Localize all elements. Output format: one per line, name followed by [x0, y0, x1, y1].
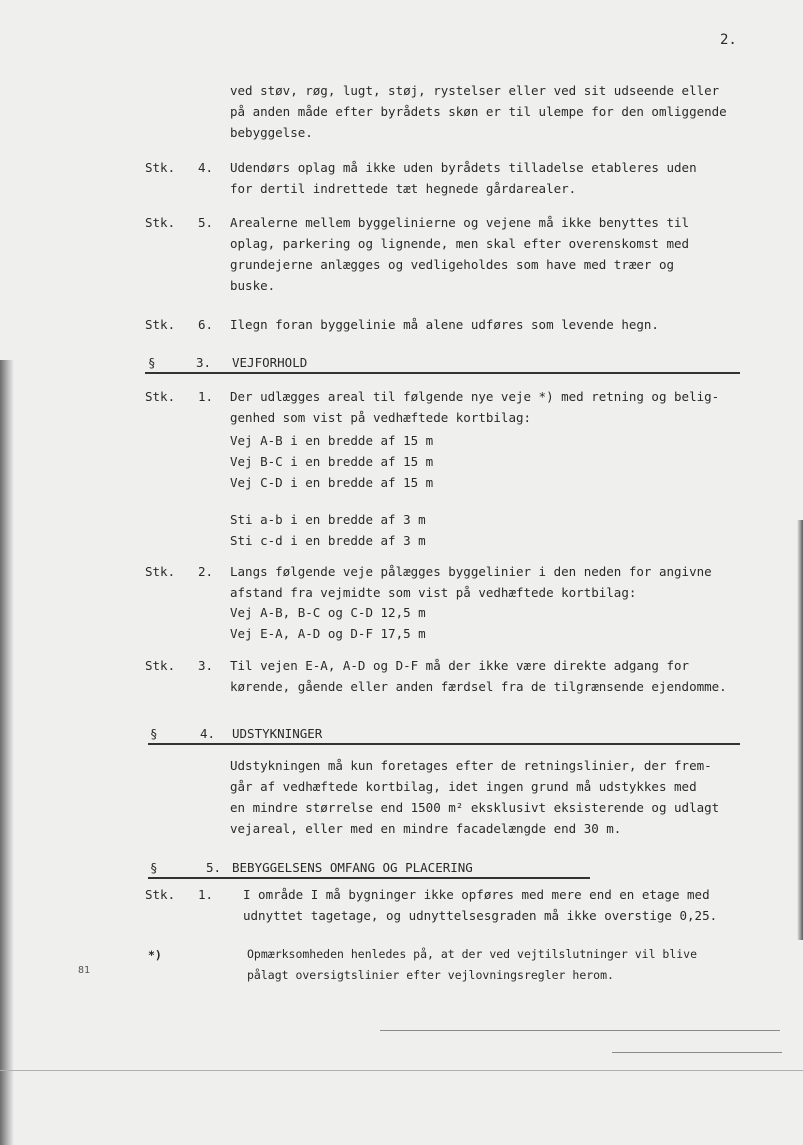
s3-stk2-paragraph [230, 561, 712, 603]
stk6-paragraph [230, 314, 659, 335]
stk-number: 1. [198, 389, 214, 404]
para-line: Udstykningen må kun foretages efter de retningslinier, der frem- [230, 758, 712, 773]
section-rule [145, 372, 740, 374]
stk-number: 2. [198, 564, 214, 579]
s4-paragraph [230, 755, 719, 839]
intro-line: på anden måde efter byrådets skøn er til ulempe for den omliggende [230, 104, 727, 119]
section-title: UDSTYKNINGER [232, 726, 323, 741]
section-number: 3. [196, 355, 212, 370]
para-line: oplag, parkering og lignende, men skal efter overenskomst med [230, 236, 690, 251]
stk-label: Stk. [145, 658, 176, 673]
para-line: genhed som vist på vedhæftede kortbilag: [230, 410, 532, 425]
s5-stk1-paragraph [243, 884, 717, 926]
stk-number: 6. [198, 317, 214, 332]
section-rule [148, 877, 590, 879]
bottom-rule [612, 1052, 782, 1053]
para-line: for dertil indrettede tæt hegnede gårdarealer. [230, 181, 577, 196]
scan-shadow-right [797, 520, 803, 940]
road-item: Vej C-D i en bredde af 15 m [230, 475, 434, 490]
intro-line: bebyggelse. [230, 125, 313, 140]
section-title: BEBYGGELSENS OMFANG OG PLACERING [232, 860, 473, 875]
bottom-rule [0, 1070, 803, 1071]
footnote-text [247, 944, 697, 986]
para-line: Ilegn foran byggelinie må alene udføres som levende hegn. [230, 317, 659, 332]
stk-number: 5. [198, 215, 214, 230]
para-line: Arealerne mellem byggelinierne og vejene må ikke benyttes til [230, 215, 690, 230]
section-number: 5. [206, 860, 222, 875]
para-line: grundejerne anlægges og vedligeholdes som have med træer og [230, 257, 675, 272]
section-symbol: § [150, 860, 158, 875]
para-line: I område I må bygninger ikke opføres med mere end en etage med [243, 887, 710, 902]
section-number: 4. [200, 726, 216, 741]
section-symbol: § [150, 726, 158, 741]
path-list [230, 509, 426, 551]
road-list [230, 430, 433, 493]
buildline-item: Vej E-A, A-D og D-F 17,5 m [230, 626, 426, 641]
buildline-list [230, 602, 426, 644]
s3-stk1-paragraph [230, 386, 719, 428]
footnote-line: Opmærksomheden henledes på, at der ved vejtilslutninger vil blive [247, 947, 698, 961]
footnote-line: pålagt oversigtslinier efter vejlovningsregler herom. [247, 968, 614, 982]
intro-line: ved støv, røg, lugt, støj, rystelser eller ved sit udseende eller [230, 83, 720, 98]
page-number: 2. [720, 32, 737, 48]
para-line: Der udlægges areal til følgende nye veje *) med retning og belig- [230, 389, 720, 404]
para-line: vejareal, eller med en mindre facadelængde end 30 m. [230, 821, 622, 836]
para-line: Langs følgende veje pålægges byggelinier i den neden for angivne [230, 564, 712, 579]
section-title: VEJFORHOLD [232, 355, 308, 370]
para-line: afstand fra vejmidte som vist på vedhæftede kortbilag: [230, 585, 637, 600]
stk4-paragraph [230, 157, 697, 199]
stk5-paragraph [230, 212, 689, 296]
para-line: Til vejen E-A, A-D og D-F må der ikke være direkte adgang for [230, 658, 690, 673]
para-line: udnyttet tagetage, og udnyttelsesgraden må ikke overstige 0,25. [243, 908, 718, 923]
para-line: Udendørs oplag må ikke uden byrådets tilladelse etableres uden [230, 160, 697, 175]
section-rule [148, 743, 740, 745]
section-symbol: § [148, 355, 156, 370]
intro-paragraph [230, 80, 727, 143]
para-line: går af vedhæftede kortbilag, idet ingen grund må udstykkes med [230, 779, 697, 794]
stk-label: Stk. [145, 887, 176, 902]
para-line: buske. [230, 278, 276, 293]
stk-label: Stk. [145, 317, 176, 332]
road-item: Vej A-B i en bredde af 15 m [230, 433, 434, 448]
margin-mark: 81 [78, 965, 91, 976]
para-line: en mindre størrelse end 1500 m² eksklusivt eksisterende og udlagt [230, 800, 720, 815]
scan-shadow-left [0, 360, 14, 1145]
stk-label: Stk. [145, 564, 176, 579]
stk-number: 3. [198, 658, 214, 673]
stk-number: 1. [198, 887, 214, 902]
road-item: Vej B-C i en bredde af 15 m [230, 454, 434, 469]
stk-number: 4. [198, 160, 214, 175]
footnote-marker: *) [148, 948, 162, 962]
s3-stk3-paragraph [230, 655, 727, 697]
para-line: kørende, gående eller anden færdsel fra de tilgrænsende ejendomme. [230, 679, 727, 694]
stk-label: Stk. [145, 389, 176, 404]
stk-label: Stk. [145, 215, 176, 230]
bottom-rule [380, 1030, 780, 1031]
path-item: Sti a-b i en bredde af 3 m [230, 512, 426, 527]
buildline-item: Vej A-B, B-C og C-D 12,5 m [230, 605, 426, 620]
path-item: Sti c-d i en bredde af 3 m [230, 533, 426, 548]
stk-label: Stk. [145, 160, 176, 175]
